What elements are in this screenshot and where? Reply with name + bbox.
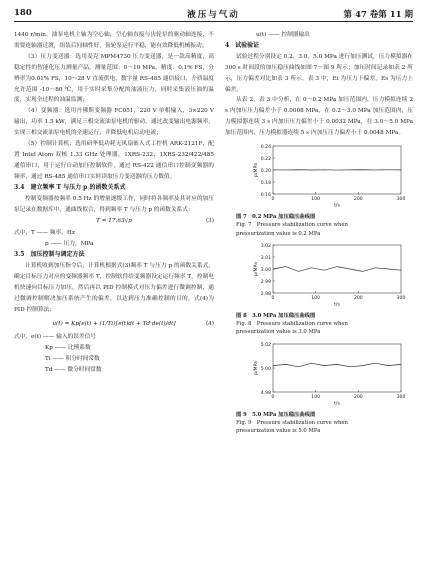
y-axis-label: p/MPa <box>254 360 259 375</box>
section-heading: 4 试验验证 <box>225 41 260 49</box>
x-tick-label: 200 <box>353 295 363 301</box>
y-tick-label: 5.00 <box>260 366 271 372</box>
definition: 式中，T —— 频率，Hz <box>14 230 75 237</box>
y-tick-label: 3.01 <box>260 255 271 261</box>
paragraph: 计算机收到加压指令后，计算机根据式(3)频率 T 与压力 p 的函数关系式，确定目标压力对应的变频器频率 T，控制软件给变频器设定运行频率 T，控制电机快速向目标压力加压，然后再以 PID 控制模式对压力偏差进行微调控制，通过微调控制解决加压系统产生的偏差，以达到压力准确控制的目的，式(4)为 PID 控制算法： <box>14 263 214 313</box>
paragraph: 试验过程分别设定 0.2、3.0、5.0 MPa 进行加压测试，压力模拟器在 300 s 时间段的加压稳压曲线如图 7～图 9 所示；加压时间记录如表 2 所示，压力偏差对比如表 3 所示。表 3 中，Ei 为压力下偏差，Es 为压力上偏差。 <box>225 53 413 93</box>
y-tick-label: 5.02 <box>260 342 271 348</box>
header-rule <box>14 21 413 22</box>
y-tick-label: 0.20 <box>260 168 271 174</box>
paragraph: 从表 2、表 3 中分析，在 0～0.2 MPa 加压范围内，压力模拟连续 2 s 内加压压力偏差小于 0.0008 MPa，在 0.2～3.0 MPa 加压范围内，压力模拟器连续 3 s 内加压压力偏差小于 0.0032 MPa，在 3.0～5.0 MPa 加压范围内，压力模拟器连续 5 s 内加压压力偏差小于 0.0048 MPa。 <box>225 97 413 137</box>
y-tick-label: 0.18 <box>260 180 271 186</box>
figure-7 <box>225 142 413 238</box>
definition: Td —— 微分时间常数 <box>45 367 102 374</box>
definition: u(t) —— 控制器输出 <box>256 32 310 38</box>
figure-caption-cn: 图 7 0.2 MPa 加压稳压曲线图 <box>236 213 316 220</box>
y-axis-label: p/MPa <box>254 261 259 276</box>
pressure-chart-fig8 <box>225 241 413 307</box>
y-tick-label: 4.98 <box>260 390 271 396</box>
x-axis-label: t/s <box>334 203 340 209</box>
paragraph: （4）变频器：选用丹佛斯变频器 FC051，220 V 单相输入，3×220 V 输出，功率 1.5 kW，满足三相交流油泵电机的驱动，通过改变输出电源频率，实现三相交流油泵电机的全速运行，并降低电机启动电流； <box>14 108 214 137</box>
series-line <box>273 266 401 271</box>
x-tick-label: 300 <box>396 394 406 400</box>
y-tick-label: 0.24 <box>260 144 271 150</box>
figure-caption-en: Fig. 9 Pressure stabilization curve when <box>236 419 348 426</box>
page-number: 180 <box>14 8 32 18</box>
x-tick-label: 200 <box>353 197 363 203</box>
equation-body: u(t) = Kp[e(t) + (1/Ti)∫e(t)dt + Td·de(t)/dt] <box>52 320 176 327</box>
journal-name: 液压与气动 <box>187 10 240 20</box>
y-tick-label: 3.02 <box>260 243 271 249</box>
paragraph: 控制变频器按频率 0.5 Hz 的增量逐级工作，同时将各频率及其对应的加压泵记录在数据库中，通曲线拟合，得到频率 T 与压力 p 的函数关系式： <box>14 195 214 213</box>
page-header <box>14 8 413 22</box>
figure-caption-en: pressurization value is 5.0 MPa <box>236 428 321 435</box>
paragraph: （3）压力变送器：选用麦克 MPM4730 压力变送器，是一款高精度、高稳定性的智能化压力测量产品，测量范围：0～10 MPa，精度：0.1% FS，分辨率为0.01% FS，10～28 V 直流供电，数字量 RS-485 通信接口，介质温度允许范围 -10～80 ℃，用于实时采集分配的油液压力，同时采集液压油的温度，实现全过程的油温监测； <box>14 53 214 104</box>
equation-body: T = 17.63√p <box>96 218 132 225</box>
x-tick-label: 100 <box>311 197 321 203</box>
paragraph: （5）控制计算机：选用研华低功耗无风扇嵌入式工控机 ARK-2121F，配置 Intel Atom 双核 1.33 GHz 处理器，1XRS-232，1XRS-232/422/485 通信串口，用于运行自动加压控制软件，通过 RS-422 通信串口控制变频器的频率，通过 RS-485 通信串口实时读取压力变送器的压力数值。 <box>14 141 214 180</box>
volume-issue: 第 47 卷第 11 期 <box>343 10 413 20</box>
right-column <box>225 30 413 435</box>
equation-number: (3) <box>205 218 214 225</box>
figure-caption-en: pressurization value is 3.0 MPa <box>236 329 321 336</box>
definition: Ti —— 积分时间常数 <box>45 356 100 363</box>
figure-9 <box>225 340 413 436</box>
x-tick-label: 0 <box>271 394 275 400</box>
x-tick-label: 300 <box>396 295 406 301</box>
pressure-chart-fig9 <box>225 340 413 406</box>
figure-caption-en: Fig. 8 Pressure stabilization curve when <box>236 321 348 328</box>
figure-caption-en: Fig. 7 Pressure stabilization curve when <box>236 222 348 229</box>
left-column <box>14 30 214 376</box>
figure-caption-cn: 图 8 3.0 MPa 加压稳压曲线图 <box>236 312 316 319</box>
pressure-chart-fig7 <box>225 142 413 208</box>
figure-caption-en: pressurization value is 0.2 MPa <box>236 230 321 237</box>
equation-number: (4) <box>205 320 214 327</box>
x-tick-label: 0 <box>271 197 275 203</box>
x-tick-label: 100 <box>311 394 321 400</box>
figure-8 <box>225 241 413 337</box>
x-tick-label: 300 <box>396 197 406 203</box>
definition: 式中，e(t) —— 输入的误差信号 <box>14 334 96 341</box>
series-line <box>273 363 401 367</box>
y-tick-label: 3.00 <box>260 267 271 273</box>
plot-frame <box>273 344 401 392</box>
x-axis-label: t/s <box>334 302 340 307</box>
y-tick-label: 2.98 <box>260 291 271 297</box>
y-tick-label: 0.22 <box>260 156 271 162</box>
y-axis-label: p/MPa <box>254 163 259 177</box>
x-tick-label: 0 <box>271 295 275 301</box>
x-tick-label: 100 <box>311 295 321 301</box>
y-tick-label: 0.16 <box>260 192 271 198</box>
section-heading: 3.5 加压控制与调定方法 <box>14 251 85 259</box>
definition: Kp —— 比例系数 <box>45 345 91 352</box>
section-heading: 3.4 建立频率 T 与压力 p 的函数关系式 <box>14 183 126 191</box>
equation-3 <box>14 216 214 227</box>
x-axis-label: t/s <box>334 401 340 406</box>
x-tick-label: 200 <box>353 394 363 400</box>
y-tick-label: 2.99 <box>260 279 271 285</box>
figure-caption-cn: 图 9 5.0 MPa 加压稳压曲线图 <box>236 411 316 418</box>
equation-4 <box>14 319 214 330</box>
definition: p —— 压力，MPa <box>45 241 94 248</box>
paragraph: 1440 r/min，油泵电机主轴为空心轴，空心轴直接与齿轮泵的驱动轴连接，不需要连轴器过渡，组装后同轴性好，齿轮泵运行平稳，能有效降低机械振动； <box>14 32 214 49</box>
